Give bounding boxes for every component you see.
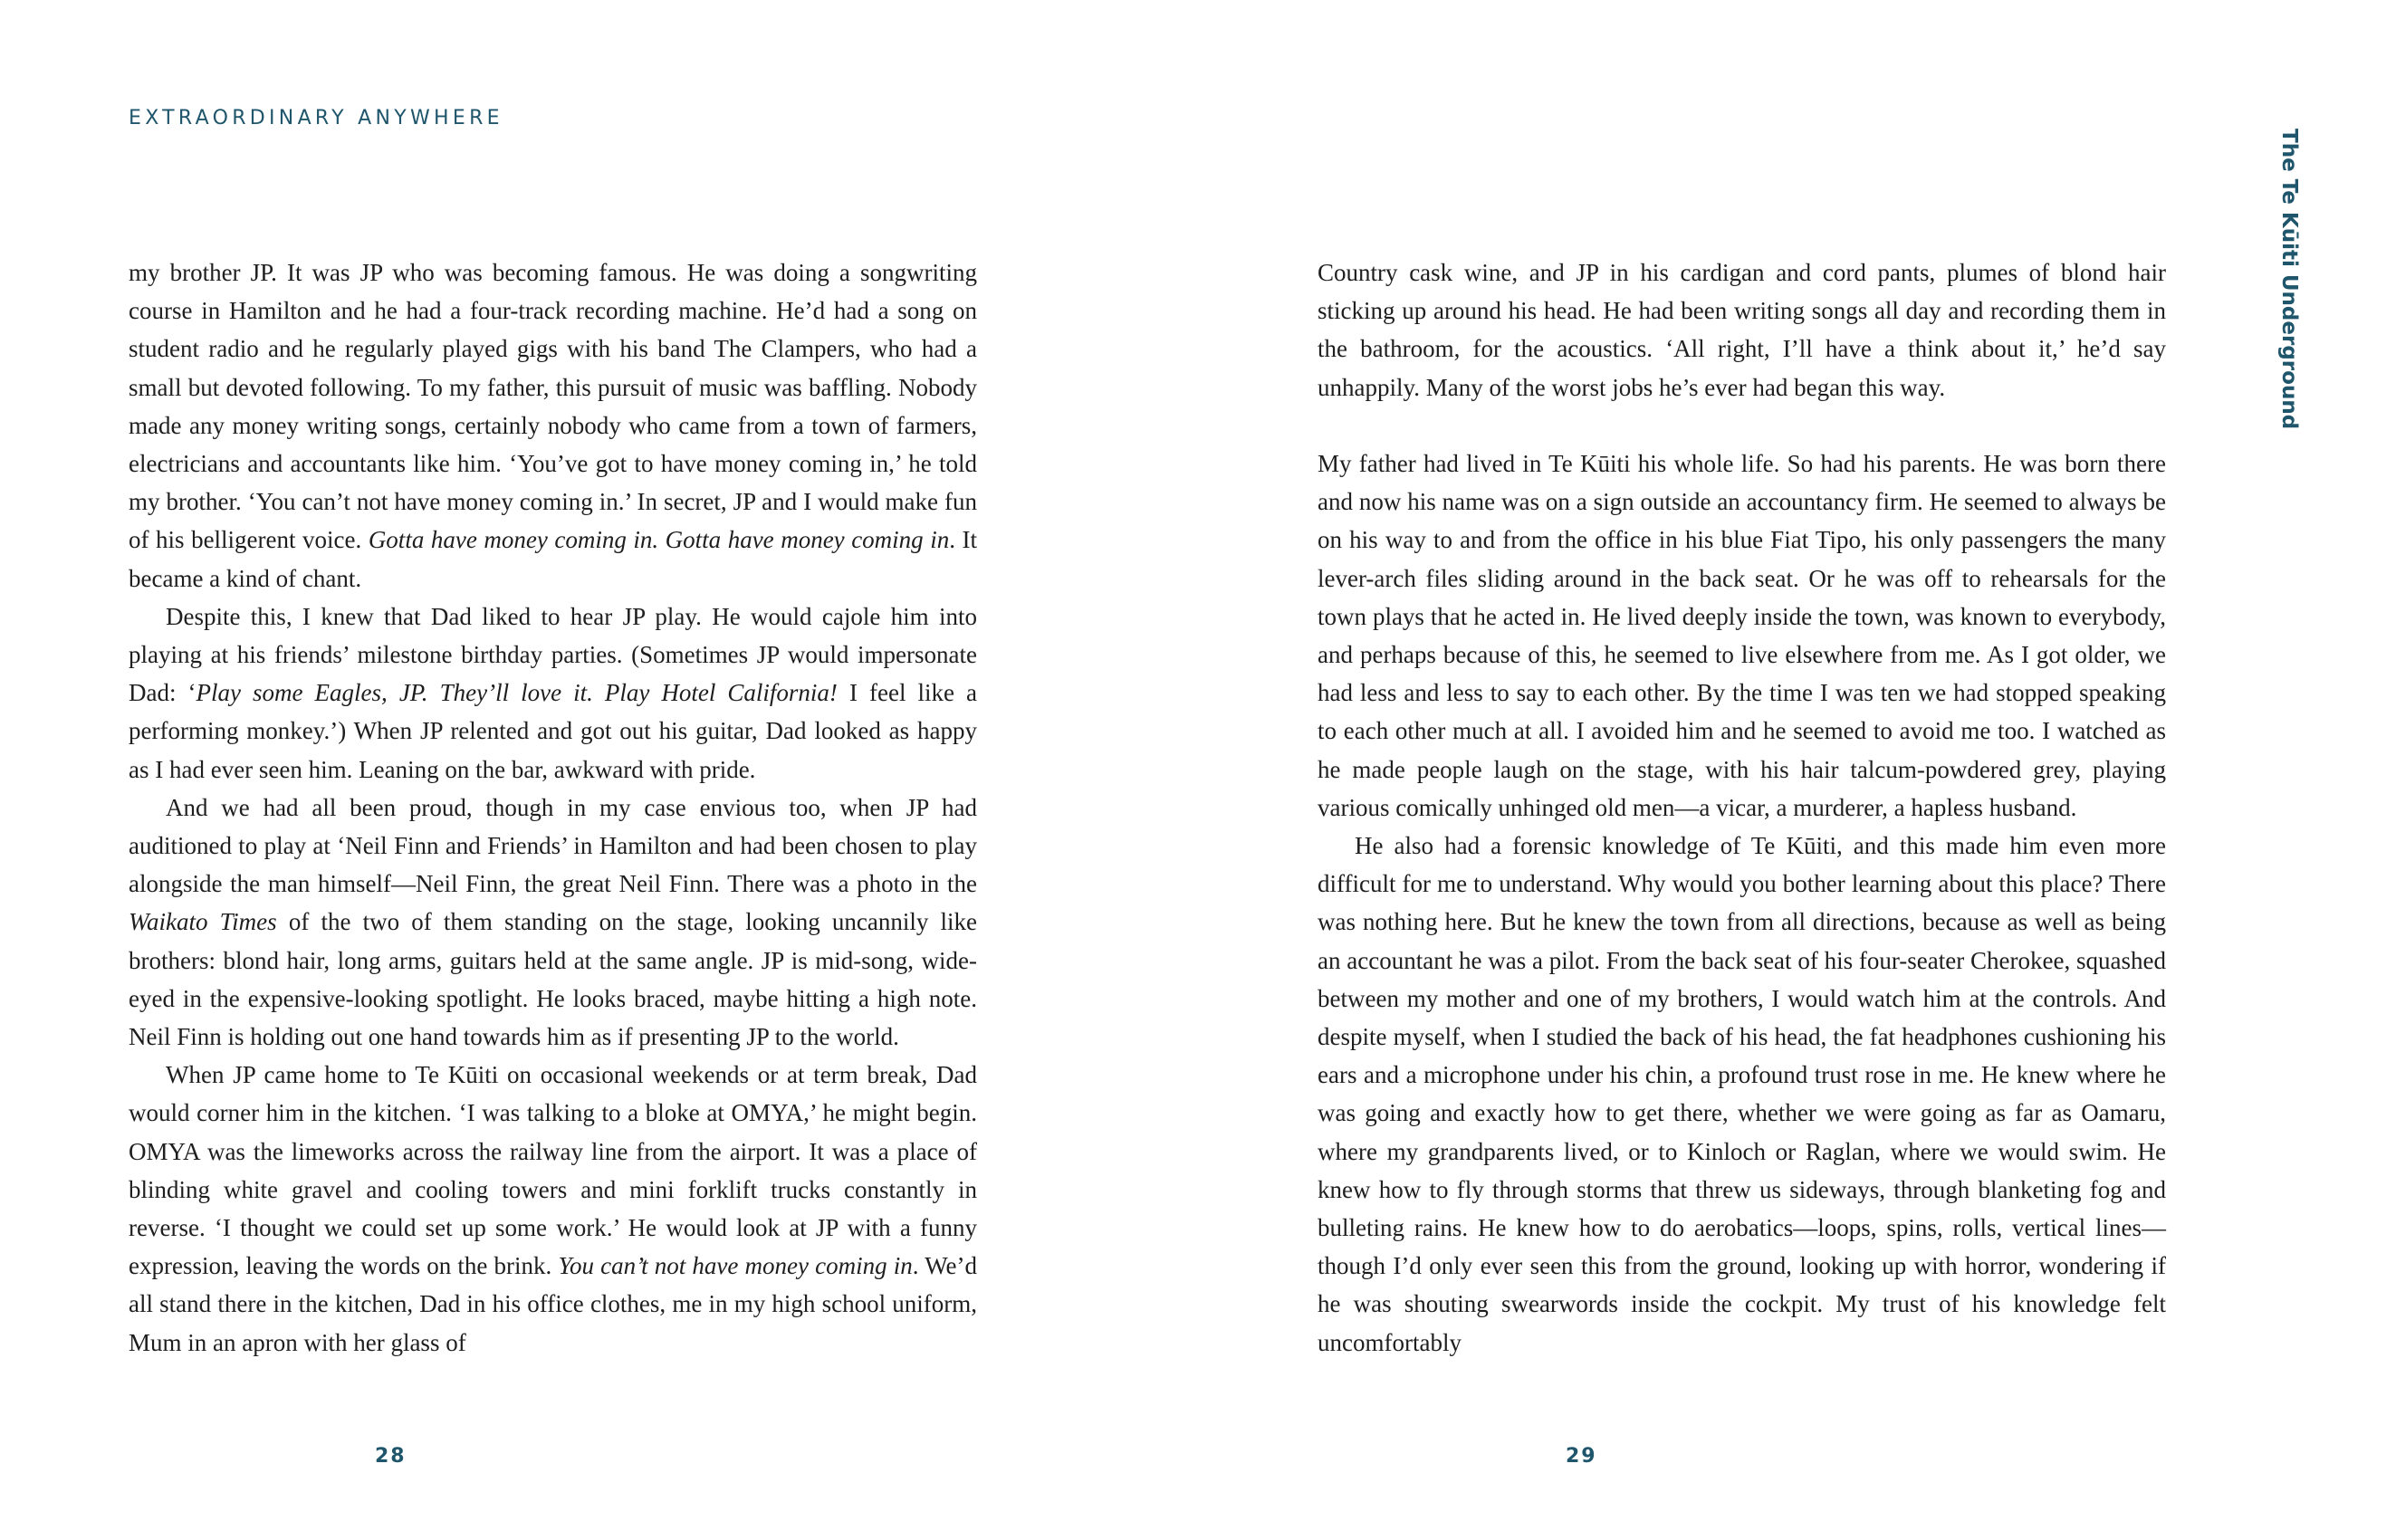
text-run: My father had lived in Te Kūiti his whole life. So had his parents. He was born there and now his name was on a sign outside an accountancy firm. He seemed to always be on his way to and from the office in his blue Fiat Tipo, his only passengers the many lever-arch files sliding around in the back seat. Or he was off to rehearsals for the town plays that he acted in. He lived deeply inside the town, was known to everybody, and perhaps because of this, he seemed to live elsewhere from me. As I got older, we had less and less to say to each other. By the time I was ten we had stopped speaking to each other much at all. I avoided him and he seemed to avoid me too. I watched as he made people laugh on the stage, with his hair talcum-powdered grey, playing various comically unhinged old men—a vicar, a murderer, a hapless husband. — [1318, 450, 2166, 821]
paragraph — [1318, 253, 2166, 407]
text-run: Country cask wine, and JP in his cardigan and cord pants, plumes of blond hair sticking up around his head. He had been writing songs all day and recording them in the bathroom, for the acoustics. ‘All right, I’ll have a think about it,’ he’d say unhappily. Many of the worst jobs he’s ever had began this way. — [1318, 259, 2166, 401]
paragraph — [1318, 827, 2166, 1362]
paragraph — [1318, 445, 2166, 827]
page-number-right: 29 — [1566, 1445, 1597, 1468]
text-run: He also had a forensic knowledge of Te Kūiti, and this made him even more difficult for me to understand. Why would you bother learning about this place? There was nothing here. But he knew the town from all directions, because as well as being an accountant he was a pilot. From the back seat of his four-seater Cherokee, squashed between my mother and one of my brothers, I would watch him at the controls. And despite myself, when I studied the back of his head, the fat headphones cushioning his ears and a microphone under his chin, a profound trust rose in me. He knew where he was going and exactly how to get there, whether we were going as far as Oamaru, where my grandparents lived, or to Kinloch or Raglan, where we would swim. He knew how to fly through storms that threw us sideways, through blanketing fog and bulleting rains. He knew how to do aerobatics—loops, spins, rolls, vertical lines—though I’d only ever seen this from the ground, looking up with horror, wondering if he was shouting swearwords inside the cockpit. My trust of his knowledge felt uncomfortably — [1318, 832, 2166, 1356]
italic-text-run: Waikato Times — [129, 908, 277, 936]
text-run: Despite this, I knew that Dad liked to hear JP play. He would cajole him into playing at his friends’ milestone birthday parties. (Sometimes JP would impersonate Dad: ‘ — [129, 602, 977, 707]
text-run: I feel like a performing monkey.’) When JP relented and got out his guitar, Dad looked as happy as I had ever seen him. Leaning on the bar, awkward with pride. — [129, 679, 977, 783]
text-run: . It became a kind of chant. — [129, 526, 977, 592]
text-run: of the two of them standing on the stage, looking uncannily like brothers: blond hair, long arms, guitars held at the same angle. JP is mid-song, wide-eyed in the expensive-looking spotlight. He looks braced, maybe hitting a high note. Neil Finn is holding out one hand towards him as if presenting JP to the world. — [129, 908, 977, 1051]
paragraph — [129, 598, 977, 789]
italic-text-run: Play some Eagles, JP. They’ll love it. Play Hotel California! — [196, 679, 838, 707]
paragraph — [129, 789, 977, 1056]
right-page-body — [1318, 253, 2166, 1362]
text-run: And we had all been proud, though in my case envious too, when JP had auditioned to play at ‘Neil Finn and Friends’ in Hamilton and had been chosen to play alongside the man himself—Neil Finn, the great Neil Finn. There was a photo in the — [129, 793, 977, 898]
chapter-side-title: The Te Kūiti Underground — [2277, 129, 2301, 430]
text-run: my brother JP. It was JP who was becoming famous. He was doing a songwriting course in Hamilton and he had a four-track recording machine. He’d had a song on student radio and he regularly played gigs with his band The Clampers, who had a small but devoted following. To my father, this pursuit of music was baffling. Nobody made any money writing songs, certainly nobody who came from a town of farmers, electricians and accountants like him. ‘You’ve got to have money coming in,’ he told my brother. ‘You can’t not have money coming in.’ In secret, JP and I would make fun of his belligerent voice. — [129, 259, 977, 554]
page-number-left: 28 — [375, 1445, 407, 1468]
italic-text-run: You can’t not have money coming in — [558, 1252, 913, 1280]
paragraph — [129, 253, 977, 598]
running-head: EXTRAORDINARY ANYWHERE — [129, 107, 503, 129]
text-run: When JP came home to Te Kūiti on occasional weekends or at term break, Dad would corner him in the kitchen. ‘I was talking to a bloke at OMYA,’ he might begin. OMYA was the limeworks across the railway line from the airport. It was a place of blinding white gravel and cooling towers and mini forklift trucks constantly in reverse. ‘I thought we could set up some work.’ He would look at JP with a funny expression, leaving the words on the brink. — [129, 1061, 977, 1280]
left-page-body — [129, 253, 977, 1362]
italic-text-run: Gotta have money coming in. Gotta have money coming in — [368, 526, 950, 554]
paragraph — [129, 1056, 977, 1362]
text-run: . We’d all stand there in the kitchen, Dad in his office clothes, me in my high school uniform, Mum in an apron with her glass of — [129, 1252, 978, 1356]
